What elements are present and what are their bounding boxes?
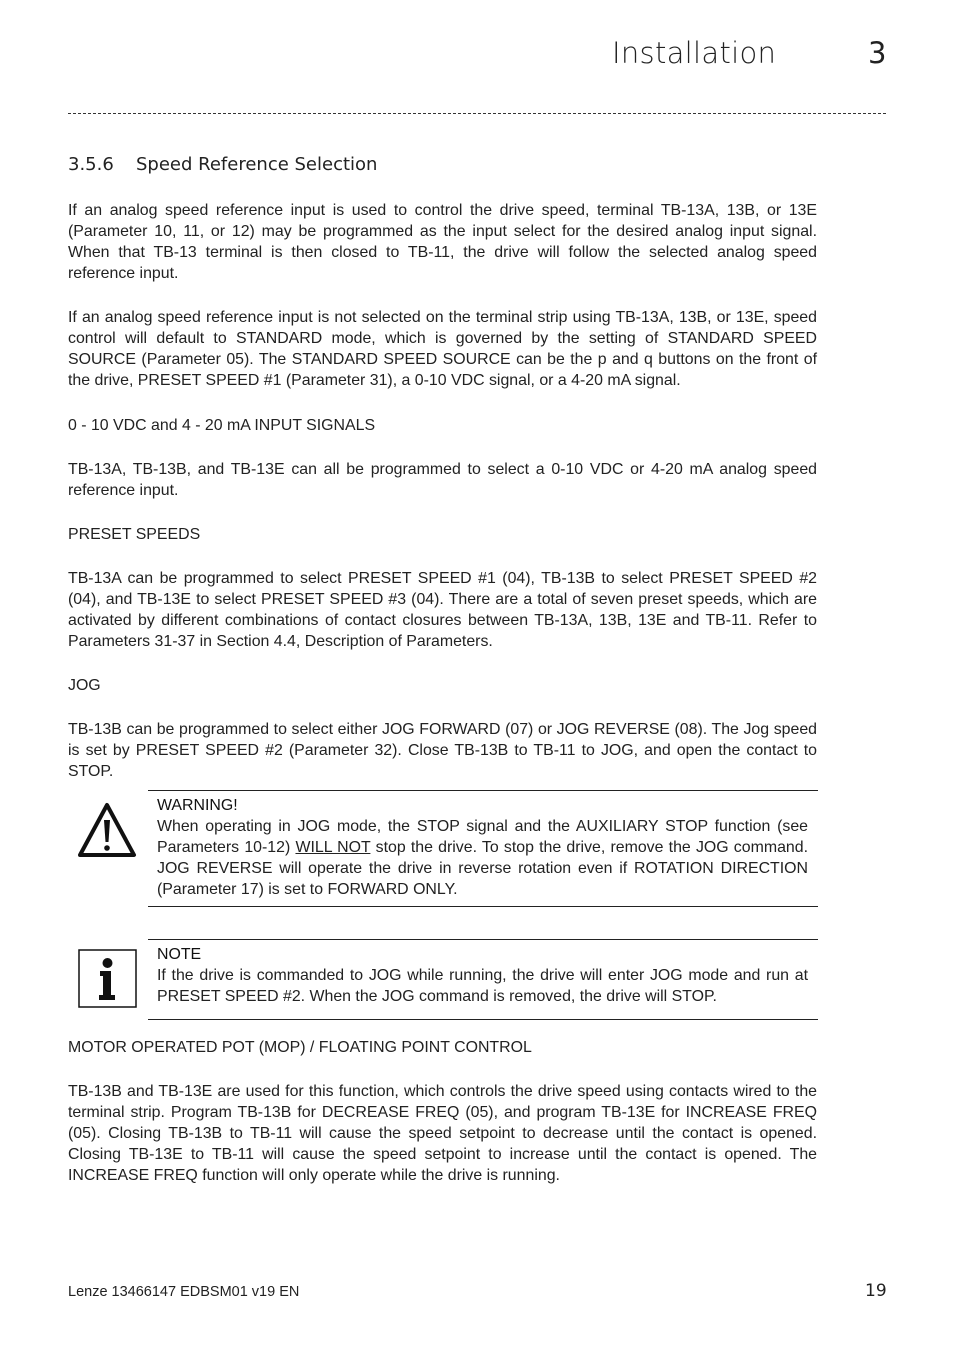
paragraph-jog: TB-13B can be programmed to select either JOG FORWARD (07) or JOG REVERSE (08). The Jog speed is set by PRESET SPEED #2 (Parameter 32). Close TB-13B to TB-11 to JOG, and open the contact to STOP. — [68, 721, 817, 780]
warning-text: When operating in JOG mode, the STOP signal and the AUXILIARY STOP function (see Parameters 10-12) WILL NOT stop the drive. To stop the drive, remove the JOG command. JOG REVERSE will operate the drive in reverse rotation even if ROTATION DIRECTION (Parameter 17) is set to FORWARD ONLY. — [157, 818, 808, 898]
paragraph-mop: TB-13B and TB-13E are used for this function, which controls the drive speed using contacts wired to the terminal strip. Program TB-13B for DECREASE FREQ (05), and program TB-13E for INCREASE FREQ (05). Closing TB-13B to TB-11 will cause the speed setpoint to decrease until the contact is opened. Closing TB-13E to TB-11 will cause the speed setpoint to increase until the contact is opened. The INCREASE FREQ function will only operate while the drive is running. — [68, 1083, 817, 1184]
section-number: 3.5.6 — [68, 154, 114, 175]
warning-bottom-rule — [148, 906, 818, 907]
section-heading — [68, 154, 377, 175]
paragraph-standard-mode: If an analog speed reference input is not selected on the terminal strip using TB-13A, 13B, or 13E, speed control will default to STANDARD mode, which is governed by the setting of STANDARD SPEED SOURCE (Parameter 05). The STANDARD SPEED SOURCE can be the p and q buttons on the front of the drive, PRESET SPEED #1 (Parameter 31), a 0-10 VDC signal, or a 4-20 mA signal. — [68, 309, 817, 389]
warning-triangle-icon — [76, 801, 138, 859]
header-divider — [68, 113, 886, 114]
warning-title: WARNING! — [157, 797, 238, 814]
subheading-jog: JOG — [68, 677, 101, 694]
note-top-rule — [148, 939, 818, 940]
page-header-title: Installation — [612, 36, 777, 70]
subheading-preset-speeds: PRESET SPEEDS — [68, 526, 201, 543]
section-title: Speed Reference Selection — [136, 154, 378, 175]
subheading-mop: MOTOR OPERATED POT (MOP) / FLOATING POINT CONTROL — [68, 1039, 532, 1056]
footer-document-id: Lenze 13466147 EDBSM01 v19 EN — [68, 1284, 300, 1300]
subheading-input-signals: 0 - 10 VDC and 4 - 20 mA INPUT SIGNALS — [68, 417, 376, 434]
paragraph-analog-reference: If an analog speed reference input is used to control the drive speed, terminal TB-13A, 13B, or 13E (Parameter 10, 11, or 12) may be programmed as the input select for the desired analog input signal. When that TB-13 terminal is then closed to TB-11, the drive will follow the selected analog speed reference input. — [68, 202, 817, 282]
footer-page-number: 19 — [865, 1281, 887, 1301]
note-bottom-rule — [148, 1019, 818, 1020]
paragraph-preset-speeds: TB-13A can be programmed to select PRESET SPEED #1 (04), TB-13B to select PRESET SPEED #2 (04), and TB-13E to select PRESET SPEED #3 (04). There are a total of seven preset speeds, which are activated by different combinations of contact closures between TB-13A, 13B, 13E and TB-11. Refer to Parameters 31-37 in Section 4.4, Description of Parameters. — [68, 570, 817, 650]
note-title: NOTE — [157, 946, 202, 963]
paragraph-input-signals: TB-13A, TB-13B, and TB-13E can all be programmed to select a 0-10 VDC or 4-20 mA analog speed reference input. — [68, 461, 817, 499]
chapter-number: 3 — [868, 36, 887, 70]
will-not-emphasis: WILL NOT — [295, 839, 371, 856]
warning-top-rule — [148, 790, 818, 791]
info-icon — [78, 949, 137, 1008]
note-text: If the drive is commanded to JOG while running, the drive will enter JOG mode and run at PRESET SPEED #2. When the JOG command is removed, the drive will STOP. — [157, 967, 808, 1005]
